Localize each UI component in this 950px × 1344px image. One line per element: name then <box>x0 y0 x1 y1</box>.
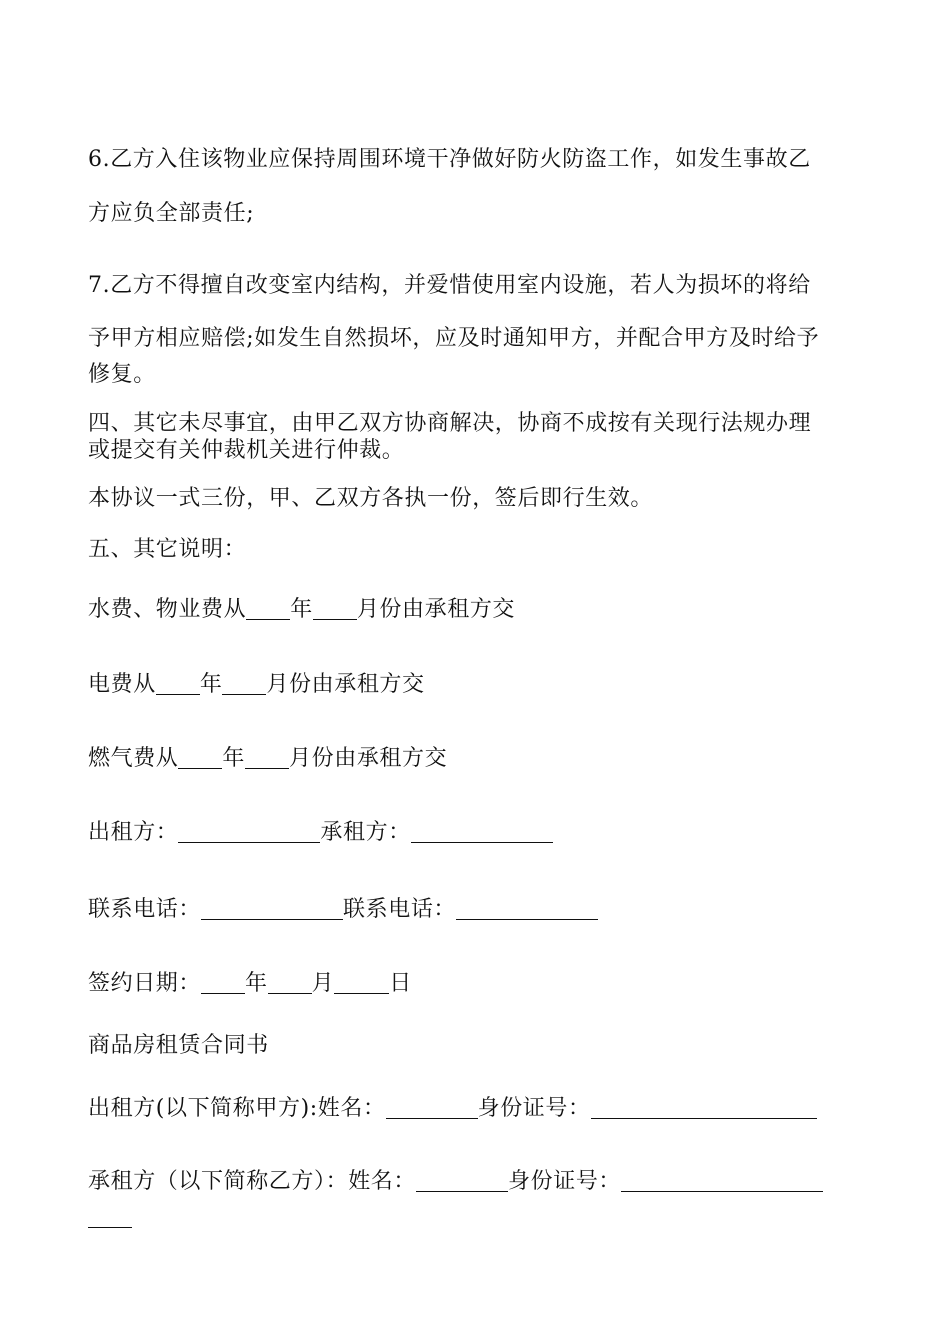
clause-7-line-1: 7.乙方不得擅自改变室内结构，并爱惜使用室内设施，若人为损坏的将给 <box>88 273 811 298</box>
year-blank[interactable] <box>156 669 200 691</box>
lessor-blank[interactable] <box>178 817 320 839</box>
id-label: 身份证号： <box>477 1096 591 1121</box>
electricity-fee-line <box>88 669 425 700</box>
sign-date-label: 签约日期： <box>88 971 202 996</box>
contract-title: 商品房租赁合同书 <box>88 1033 269 1058</box>
month-suffix: 月份由承租方交 <box>266 672 425 697</box>
lessee-id-blank[interactable] <box>621 1166 823 1188</box>
copies-statement: 本协议一式三份，甲、乙双方各执一份，签后即行生效。 <box>88 486 654 511</box>
phone-line <box>88 894 598 925</box>
lessor-label: 出租方： <box>88 820 179 845</box>
month-label: 月 <box>311 971 335 996</box>
month-blank[interactable] <box>245 743 289 765</box>
id-label: 身份证号： <box>508 1169 622 1194</box>
day-blank[interactable] <box>334 968 389 990</box>
month-suffix: 月份由承租方交 <box>289 746 448 771</box>
lessee-phone-blank[interactable] <box>456 894 598 916</box>
year-label: 年 <box>222 746 246 771</box>
lessee-info-line <box>88 1166 823 1197</box>
water-fee-line <box>88 594 515 625</box>
lessee-label: 承租方： <box>320 820 411 845</box>
year-blank[interactable] <box>178 743 222 765</box>
year-blank[interactable] <box>246 594 290 616</box>
clause-6-line-2: 方应负全部责任; <box>88 201 255 226</box>
year-label: 年 <box>245 971 268 996</box>
sign-date-line <box>88 968 412 999</box>
lessee-id-blank-overflow[interactable] <box>88 1202 132 1224</box>
lessor-phone-label: 联系电话： <box>88 897 202 922</box>
lessee-intro: 承租方（以下简称乙方）：姓名： <box>88 1169 417 1194</box>
lessor-id-blank[interactable] <box>591 1093 817 1115</box>
lessee-blank[interactable] <box>411 817 553 839</box>
lessor-phone-blank[interactable] <box>201 894 343 916</box>
parties-signature-line <box>88 817 553 848</box>
lessee-phone-label: 联系电话： <box>343 897 457 922</box>
gas-fee-prefix: 燃气费从 <box>88 746 179 771</box>
section-4-line-1: 四、其它未尽事宜，由甲乙双方协商解决，协商不成按有关现行法规办理 <box>88 411 812 436</box>
month-blank[interactable] <box>313 594 357 616</box>
lessor-intro: 出租方(以下简称甲方):姓名： <box>88 1096 386 1121</box>
clause-6-line-1: 6.乙方入住该物业应保持周围环境干净做好防火防盗工作，如发生事故乙 <box>88 147 811 172</box>
day-label: 日 <box>389 971 412 996</box>
lessee-id-blank-continued <box>88 1202 132 1233</box>
year-blank[interactable] <box>201 968 245 990</box>
year-label: 年 <box>199 672 223 697</box>
lessor-info-line <box>88 1093 817 1124</box>
month-blank[interactable] <box>222 669 266 691</box>
clause-7-line-2: 予甲方相应赔偿;如发生自然损坏，应及时通知甲方，并配合甲方及时给予 <box>88 326 820 351</box>
month-blank[interactable] <box>268 968 312 990</box>
gas-fee-line <box>88 743 447 774</box>
month-suffix: 月份由承租方交 <box>356 597 516 622</box>
lessor-name-blank[interactable] <box>386 1093 478 1115</box>
clause-7-line-3: 修复。 <box>88 362 156 387</box>
electricity-fee-prefix: 电费从 <box>88 672 156 697</box>
water-fee-prefix: 水费、物业费从 <box>88 597 247 622</box>
section-4-line-2: 或提交有关仲裁机关进行仲裁。 <box>88 438 405 463</box>
lessee-name-blank[interactable] <box>416 1166 508 1188</box>
section-5-title: 五、其它说明： <box>88 537 247 562</box>
year-label: 年 <box>290 597 313 622</box>
